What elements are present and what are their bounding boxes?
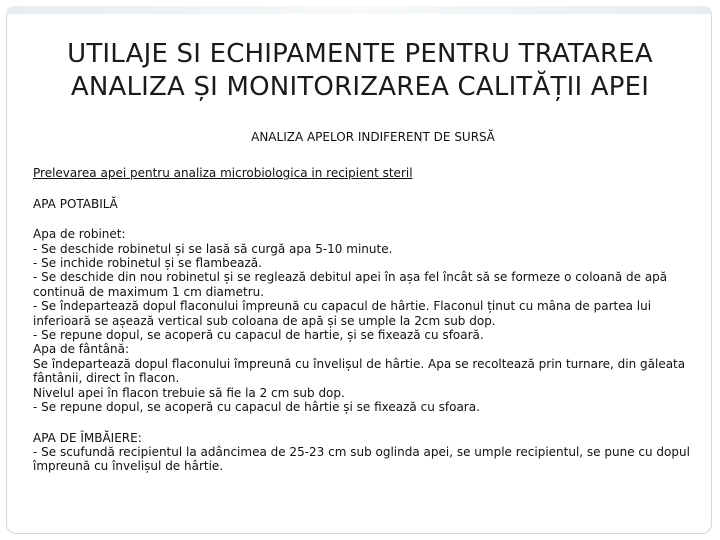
slide-title (0, 38, 720, 104)
robinet-line: - Se deschide din nou robinetul și se reglează debitul apei în așa fel încât să se formeze o coloană de apă continuă de maximum 1 cm diametru. (33, 270, 668, 299)
fantana-line: - Se repune dopul, se acoperă cu capacul de hârtie și se fixează cu sfoara. (33, 400, 480, 415)
content-heading: ANALIZA APELOR INDIFERENT DE SURSĂ (251, 130, 495, 144)
robinet-line: - Se deschide robinetul și se lasă să curgă apa 5-10 minute. (33, 241, 393, 256)
title-line-1: UTILAJE SI ECHIPAMENTE PENTRU TRATAREA (67, 39, 653, 69)
imbaiere-heading (33, 431, 693, 445)
fantana-colon: : (125, 342, 130, 357)
fantana-label: Apa de fântână (33, 342, 126, 357)
section-apa-potabila: APA POTABILĂ (33, 196, 118, 211)
robinet-heading (33, 227, 693, 241)
imbaiere-label: APA DE ÎMBĂIERE (33, 430, 138, 445)
slide-content (33, 130, 693, 474)
robinet-line: - Se repune dopul, se acoperă cu capacul de hartie, și se fixează cu sfoară. (33, 328, 484, 343)
robinet-label: Apa de robinet (33, 227, 122, 242)
fantana-line: Se îndepartează dopul flaconului împreună cu învelișul de hârtie. Apa se recoltează prin turnare, din găleata fântânii, direct în flacon. (33, 356, 686, 386)
fantana-block (33, 342, 693, 414)
imbaiere-line: - Se scufundă recipientul la adâncimea de 25-23 cm sub oglinda apei, se umple recipientul, se pune cu dopul împreună cu învelișul de hârtie. (33, 444, 690, 474)
fantana-heading (33, 342, 693, 356)
robinet-line: - Se îndepartează dopul flaconului împreună cu capacul de hârtie. Flaconul ținut cu mâna de partea lui inferioară se așează vertical sub coloana de apă și se umple la 2cm sub dop. (33, 299, 652, 328)
content-subheading: Prelevarea apei pentru analiza microbiologica in recipient steril (33, 166, 413, 181)
fantana-line: Nivelul apei în flacon trebuie să fie la 2 cm sub dop. (33, 385, 345, 400)
imbaiere-block (33, 431, 693, 474)
slide-frame-top (6, 6, 712, 14)
robinet-line: - Se inchide robinetul și se flambează. (33, 256, 262, 271)
imbaiere-colon: : (137, 430, 142, 445)
robinet-block (33, 227, 693, 342)
spacer (33, 415, 693, 431)
title-line-2: ANALIZA ȘI MONITORIZAREA CALITĂȚII APEI (70, 72, 650, 102)
robinet-colon: : (121, 227, 126, 242)
